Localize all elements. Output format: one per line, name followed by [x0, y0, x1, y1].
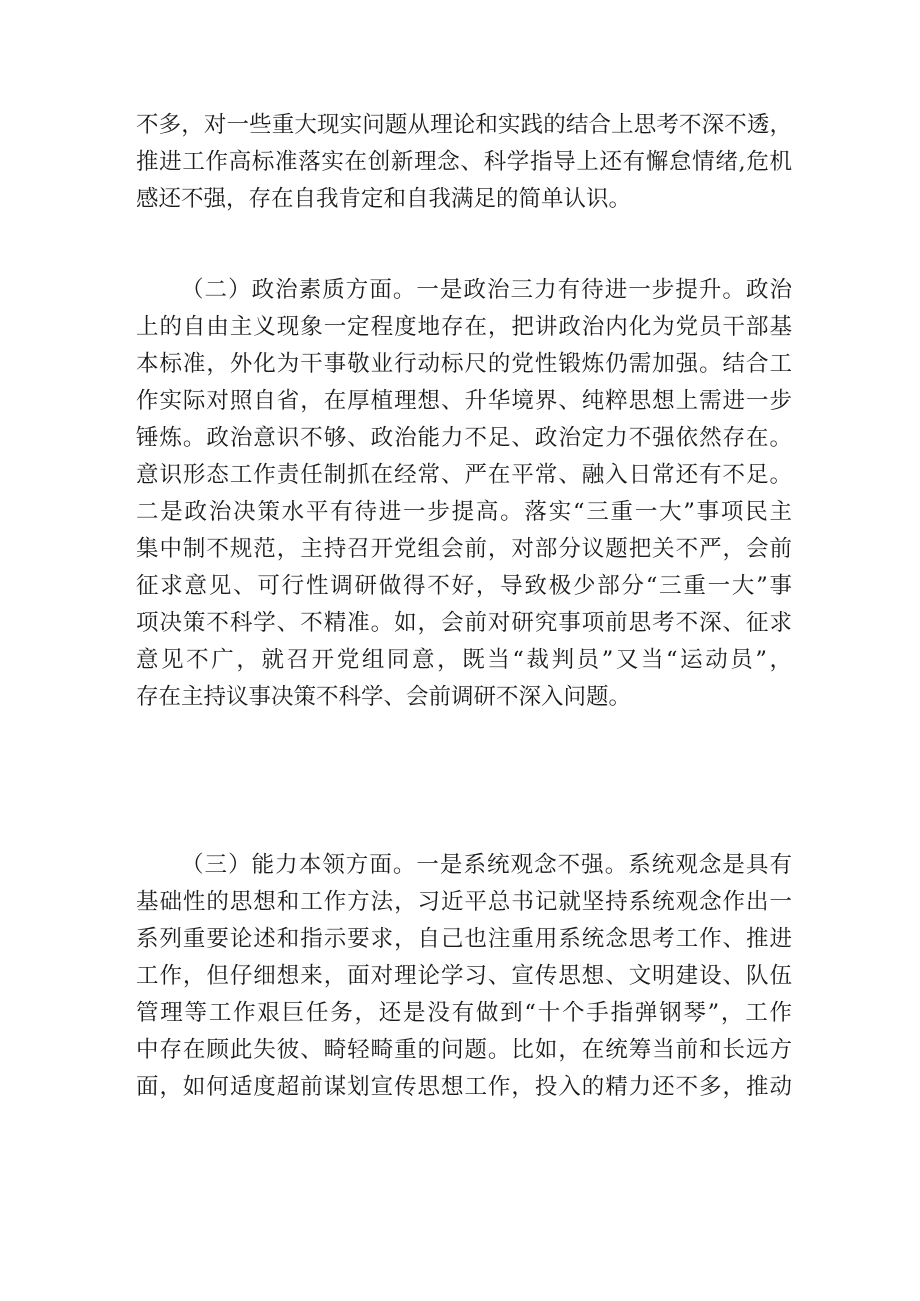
paragraph-ability	[136, 847, 792, 1106]
text-line: 面，如何适度超前谋划宣传思想工作，投入的精力还不多，推动	[136, 1074, 792, 1100]
text-line: 项决策不科学、不精准。如，会前对研究事项前思考不深、征求	[136, 610, 792, 636]
text-line: 意识形态工作责任制抓在经常、严在平常、融入日常还有不足。	[136, 462, 792, 488]
text-line: 征求意见、可行性调研做得不好，导致极少部分“三重一大”事	[136, 573, 792, 599]
text-line: 工作，但仔细想来，面对理论学习、宣传思想、文明建设、队伍	[136, 963, 792, 989]
text-line: 基础性的思想和工作方法，习近平总书记就坚持系统观念作出一	[136, 889, 792, 915]
text-line: 集中制不规范，主持召开党组会前，对部分议题把关不严，会前	[136, 536, 792, 562]
text-line: 本标准，外化为干事敬业行动标尺的党性锻炼仍需加强。结合工	[136, 351, 792, 377]
text-line: 二是政治决策水平有待进一步提高。落实“三重一大”事项民主	[136, 499, 792, 525]
text-line: 不多，对一些重大现实问题从理论和实践的结合上思考不深不透，	[136, 112, 792, 138]
text-line: 中存在顾此失彼、畸轻畸重的问题。比如，在统筹当前和长远方	[136, 1037, 792, 1063]
text-line: 意见不广，就召开党组同意，既当“裁判员”又当“运动员”，	[136, 647, 792, 673]
text-line: （三）能力本领方面。一是系统观念不强。系统观念是具有	[181, 852, 792, 878]
text-line: 锤炼。政治意识不够、政治能力不足、政治定力不强依然存在。	[136, 425, 792, 451]
text-line: 感还不强，存在自我肯定和自我满足的简单认识。	[136, 186, 632, 212]
text-line: 作实际对照自省，在厚植理想、升华境界、纯粹思想上需进一步	[136, 388, 792, 414]
text-line: 系列重要论述和指示要求，自己也注重用系统念思考工作、推进	[136, 926, 792, 952]
text-line: 推进工作高标准落实在创新理念、科学指导上还有懈怠情绪,危机	[136, 149, 792, 175]
paragraph-continuation	[136, 107, 792, 218]
text-line: 存在主持议事决策不科学、会前调研不深入问题。	[136, 684, 632, 710]
text-line: 管理等工作艰巨任务，还是没有做到“十个手指弹钢琴”，工作	[136, 1000, 792, 1026]
paragraph-political-quality	[136, 272, 792, 716]
text-line: 上的自由主义现象一定程度地存在，把讲政治内化为党员干部基	[136, 314, 792, 340]
text-line: （二）政治素质方面。一是政治三力有待进一步提升。政治	[181, 277, 792, 303]
